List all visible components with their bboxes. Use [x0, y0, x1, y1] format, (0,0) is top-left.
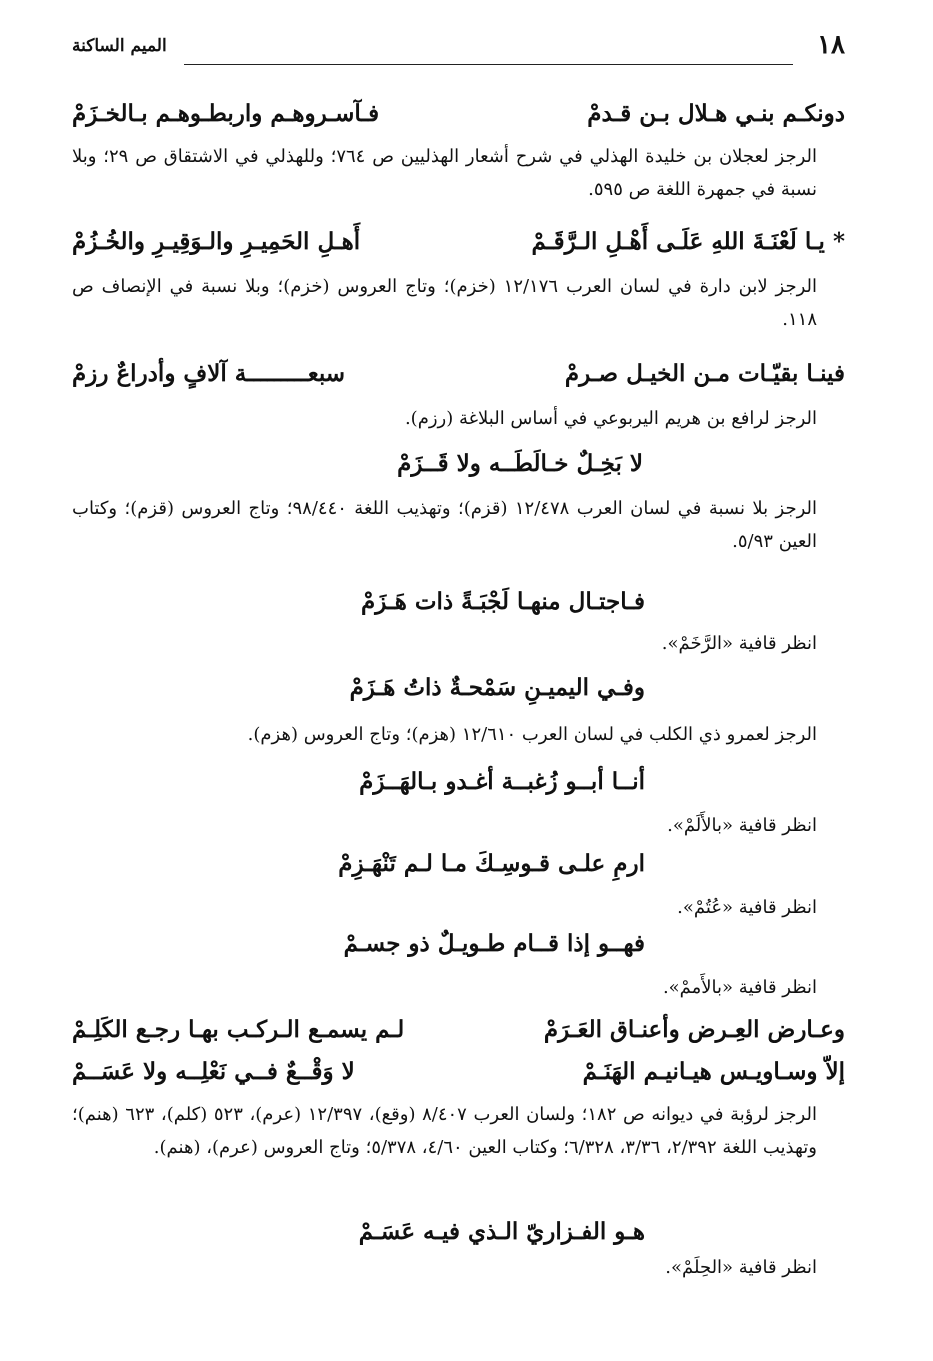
verse-note: الرجز لعجلان بن خليدة الهذلي في شرح أشعار الهذليين ص ٧٦٤؛ وللهذلي في الاشتقاق ص ٢٩؛ وبلا نسبة في جمهرة اللغة ص ٥٩٥.: [72, 146, 818, 200]
single-verse: وفـي اليميـنِ سَمْحـةٌ ذاتُ هَـزَمْ: [349, 674, 645, 701]
single-verse: فهــو إذا قــام طـويـلٌ ذو جسـمْ: [343, 930, 645, 957]
single-verse: ارمِ علـى قـوسِـكَ مـا لـم تَنْهَـزِمْ: [338, 850, 645, 877]
header-rule: [184, 64, 793, 65]
running-title: الميم الساكنة: [72, 36, 167, 56]
verse-hemistich-left: سبعـــــــــة آلافٍ وأدراعٌ رزمْ: [72, 360, 346, 387]
single-verse: أنــا أبــو زُغبــة أغـدو بـالهَــزَمْ: [359, 768, 645, 795]
verse-hemistich-right: دونكـم بنـي هـلال بـن قـدمْ: [587, 100, 845, 127]
verse-hemistich-left: فـآسـروهـم واربطـوهـم بـالخـزَمْ: [72, 100, 380, 127]
verse-note: الرجز بلا نسبة في لسان العرب ١٢/٤٧٨ (قزم)؛ وتهذيب اللغة ٩٨/٤٤٠؛ وتاج العروس (قزم)؛ وكتاب العين ٥/٩٣.: [72, 498, 818, 552]
cross-reference: انظر قافية «عُتُمْ».: [677, 897, 817, 918]
verse-hemistich-right: وعـارض العِـرض وأعنـاق العَـرَمْ: [543, 1016, 845, 1043]
verse-line: [72, 1014, 845, 1046]
verse-note: الرجز لرؤبة في ديوانه ص ١٨٢؛ ولسان العرب ٨/٤٠٧ (وقع)، ١٢/٣٩٧ (عرم)، ٥٢٣ (كلم)، ٦٢٣ (هنم)؛ وتهذيب اللغة ٢/٣٩٢، ٣/٣٦، ٦/٣٢٨؛ وكتاب العين ٤/٦٠، ٥/٣٧٨؛ وتاج العروس (عرم)، (هنم).: [72, 1104, 817, 1158]
verse-hemistich-right: إلاّ وسـاويـس هيـانيـم الهَنَـمْ: [582, 1058, 845, 1085]
verse-hemistich-left: أَهـلِ الحَمِيـرِ والـوَقِيـرِ والخُـزُمْ: [72, 228, 361, 255]
verse-hemistich-right: فينـا بقيّـات مـن الخيـل صـرمْ: [564, 360, 845, 387]
verse-line: [72, 358, 845, 390]
page-header: [72, 30, 845, 68]
cross-reference: انظر قافية «بالأَلَمْ».: [667, 815, 817, 836]
verse-note: الرجز لابن دارة في لسان العرب ١٢/١٧٦ (خزم)؛ وتاج العروس (خزم)؛ وبلا نسبة في الإنصاف ص ١١٨.: [72, 276, 817, 330]
cross-reference: انظر قافية «بالأَممْ».: [662, 977, 817, 998]
cross-reference: انظر قافية «الرَّخَمْ».: [661, 633, 817, 654]
single-verse: هـو الفـزاريّ الـذي فيـه عَسَـمْ: [358, 1218, 645, 1245]
verse-hemistich-right: * يـا لَعْنَـةَ اللهِ عَلَـى أَهْـلِ الـرَّقَـمْ: [531, 228, 845, 255]
single-verse: فـاجتـال منهـا لَجْبَـةً ذات هَـزَمْ: [361, 588, 645, 615]
verse-hemistich-left: لـم يسمـع الـركـب بهـا رجـع الكَلِـمْ: [72, 1016, 405, 1043]
verse-note: الرجز لرافع بن هريم اليربوعي في أساس البلاغة (رزم).: [404, 408, 817, 429]
verse-line: [72, 1056, 845, 1088]
verse-note: الرجز لعمرو ذي الكلب في لسان العرب ١٢/٦١٠ (هزم)؛ وتاج العروس (هزم).: [247, 724, 817, 745]
cross-reference: انظر قافية «الحِلَمْ».: [665, 1257, 817, 1278]
verse-line: [72, 98, 845, 130]
verse-line: [72, 226, 845, 258]
page-number: ١٨: [817, 30, 845, 60]
single-verse: لا بَخِـلٌ خـالَطَــه ولا قَــزَمْ: [397, 450, 643, 477]
verse-hemistich-left: لا وَقْــعٌ فــي نَعْلِــه ولا عَسَــمْ: [72, 1058, 355, 1085]
